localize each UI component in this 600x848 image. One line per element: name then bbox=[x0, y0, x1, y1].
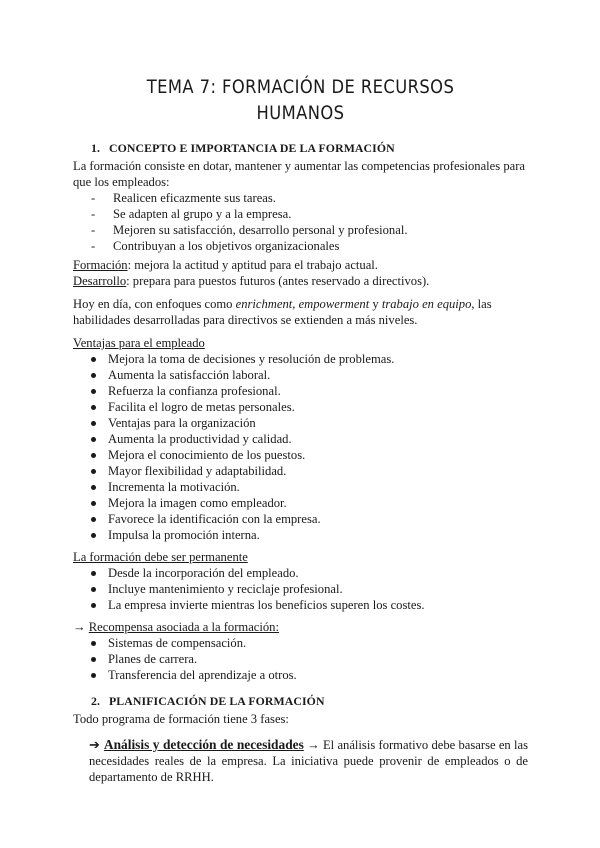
list-item: Incluye mantenimiento y reciclaje profesional. bbox=[89, 581, 528, 597]
formacion-def: : mejora la actitud y aptitud para el trabajo actual. bbox=[127, 258, 378, 272]
page-title: TEMA 7: FORMACIÓN DE RECURSOS HUMANOS bbox=[146, 76, 455, 124]
list-item: Mayor flexibilidad y adaptabilidad. bbox=[89, 463, 528, 479]
today-paragraph bbox=[73, 296, 528, 328]
arrow-icon: → bbox=[73, 620, 86, 634]
section-1-heading bbox=[91, 140, 528, 156]
phase-1-title: Análisis y detección de necesidades bbox=[103, 737, 304, 752]
list-item: Transferencia del aprendizaje a otros. bbox=[89, 667, 528, 683]
today-equipo: trabajo en equipo bbox=[381, 297, 472, 311]
phase-1-paragraph bbox=[89, 737, 528, 785]
permanente-list bbox=[89, 565, 528, 613]
permanente-label: La formación debe ser permanente bbox=[73, 550, 248, 564]
ventajas-list bbox=[89, 351, 528, 543]
recompensa-list bbox=[89, 635, 528, 683]
today-enrichment: enrichment bbox=[235, 297, 293, 311]
list-item: Refuerza la confianza profesional. bbox=[89, 383, 528, 399]
recompensa-label: Recompensa asociada a la formación: bbox=[88, 620, 279, 634]
list-item: Favorece la identificación con la empresa. bbox=[89, 511, 528, 527]
list-item: - Realicen eficazmente sus tareas. bbox=[91, 190, 528, 206]
section-2-title: PLANIFICACIÓN DE LA FORMACIÓN bbox=[109, 694, 325, 708]
list-item: Impulsa la promoción interna. bbox=[89, 527, 528, 543]
list-item: La empresa invierte mientras los beneficios superen los costes. bbox=[89, 597, 528, 613]
section-2-number: 2. bbox=[91, 694, 101, 708]
objectives-list bbox=[91, 190, 528, 254]
list-item: Aumenta la productividad y calidad. bbox=[89, 431, 528, 447]
today-text-3: y bbox=[369, 297, 382, 311]
document-page bbox=[73, 74, 528, 785]
formacion-definition bbox=[73, 257, 528, 273]
today-text-2: , bbox=[292, 297, 299, 311]
list-item: Sistemas de compensación. bbox=[89, 635, 528, 651]
list-item: Aumenta la satisfacción laboral. bbox=[89, 367, 528, 383]
list-item: Planes de carrera. bbox=[89, 651, 528, 667]
list-item: Ventajas para la organización bbox=[89, 415, 528, 431]
desarrollo-def: : prepara para puestos futuros (antes reservado a directivos). bbox=[126, 274, 430, 288]
today-text-1: Hoy en día, con enfoques como bbox=[73, 297, 236, 311]
section-1-intro: La formación consiste en dotar, mantener y aumentar las competencias profesionales para que los empleados: bbox=[73, 159, 525, 189]
arrow-right-icon: ➔ bbox=[89, 737, 100, 752]
list-item: Mejora la toma de decisiones y resolución de problemas. bbox=[89, 351, 528, 367]
desarrollo-definition bbox=[73, 273, 528, 289]
list-item: - Contribuyan a los objetivos organizacionales bbox=[91, 238, 528, 254]
list-item: Desde la incorporación del empleado. bbox=[89, 565, 528, 581]
recompensa-label-line bbox=[73, 619, 528, 635]
section-1-title: CONCEPTO E IMPORTANCIA DE LA FORMACIÓN bbox=[109, 141, 395, 155]
list-item: Mejora el conocimiento de los puestos. bbox=[89, 447, 528, 463]
ventajas-label: Ventajas para el empleado bbox=[73, 336, 205, 350]
section-1-number: 1. bbox=[91, 141, 101, 155]
section-2-intro: Todo programa de formación tiene 3 fases: bbox=[73, 712, 289, 726]
list-item: Incrementa la motivación. bbox=[89, 479, 528, 495]
list-item: - Mejoren su satisfacción, desarrollo personal y profesional. bbox=[91, 222, 528, 238]
today-empowerment: empowerment bbox=[298, 297, 370, 311]
section-2-heading bbox=[91, 693, 528, 709]
list-item: - Se adapten al grupo y a la empresa. bbox=[91, 206, 528, 222]
list-item: Mejora la imagen como empleador. bbox=[89, 495, 528, 511]
phase-1-text: → El análisis formativo debe basarse en las necesidades reales de la empresa. La iniciativa puede provenir de empleados o de departamento de RRHH. bbox=[89, 738, 528, 784]
desarrollo-term: Desarrollo bbox=[73, 274, 127, 288]
list-item: Facilita el logro de metas personales. bbox=[89, 399, 528, 415]
formacion-term: Formación bbox=[73, 258, 128, 272]
today-text-4: , las habilidades desarrolladas para directivos se extienden a más niveles. bbox=[73, 297, 492, 327]
